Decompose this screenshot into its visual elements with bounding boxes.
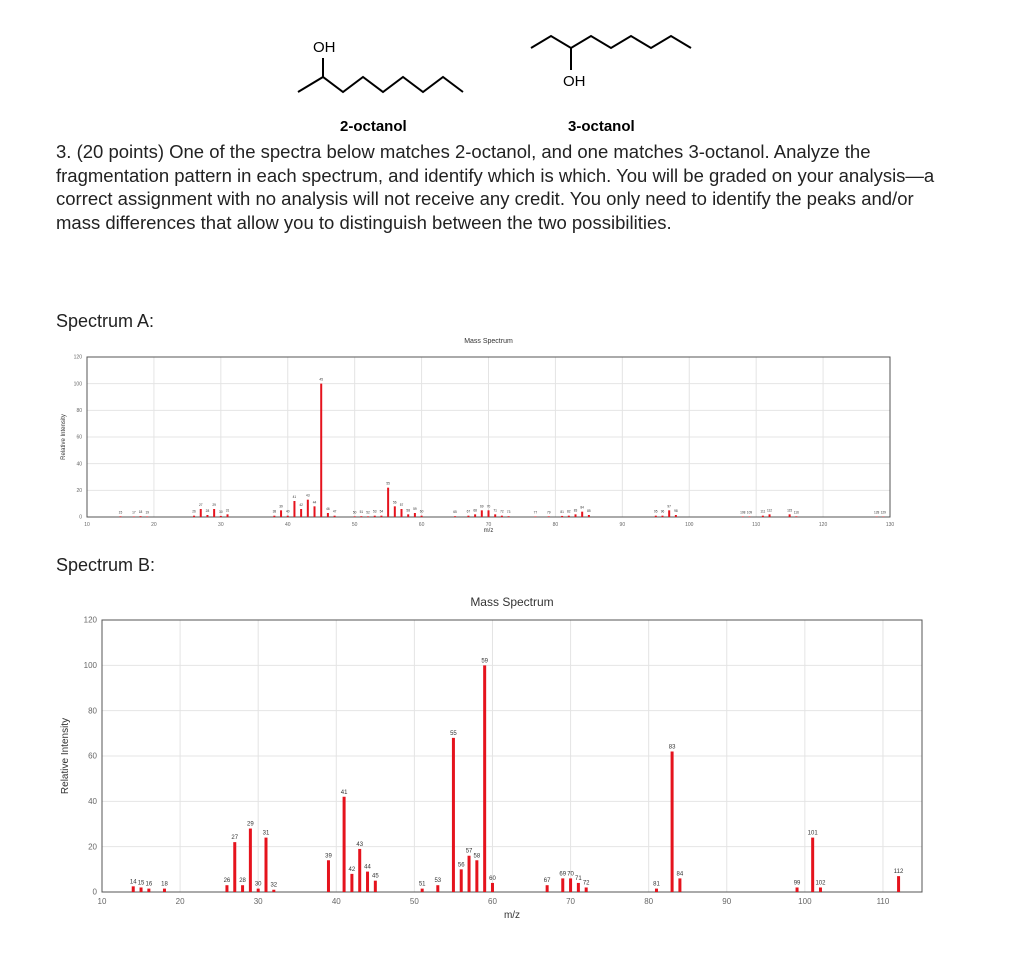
peak-label: 40 — [285, 509, 290, 514]
peak-label: 83 — [668, 744, 676, 751]
peak-label: 53 — [372, 509, 377, 514]
peak-label: 96 — [660, 509, 665, 514]
y-tick-label: 0 — [92, 887, 97, 897]
peak-label: 115 — [787, 508, 793, 513]
molecule-structures — [0, 0, 1009, 140]
peak-label: 60 — [489, 875, 496, 882]
x-tick-label: 50 — [409, 897, 419, 906]
spectrum-a-label: Spectrum A: — [56, 311, 155, 331]
peak-label: 69 — [559, 871, 567, 878]
peak-label: 98 — [674, 509, 678, 513]
peak-label: 65 — [453, 510, 457, 515]
spectrum-b-chart — [0, 575, 1009, 957]
peak-label: 29 — [247, 821, 254, 828]
peak-label: 18 — [138, 510, 143, 515]
x-tick-label: 40 — [284, 522, 291, 528]
peak-label: 82 — [567, 509, 571, 514]
peak-label: 47 — [332, 509, 337, 514]
y-axis-label: Relative Intensity — [60, 717, 71, 795]
peak-label: 27 — [231, 835, 239, 842]
x-tick-label: 120 — [818, 522, 828, 528]
2-octanol-oh-label: OH — [313, 39, 336, 56]
peak-label: 85 — [587, 509, 591, 513]
peak-label: 50 — [352, 510, 357, 515]
peak-label: 30 — [219, 509, 223, 514]
peak-label: 26 — [192, 509, 196, 514]
x-tick-label: 30 — [218, 522, 224, 528]
peak-label: 112 — [893, 869, 904, 876]
peak-label: 41 — [340, 789, 348, 796]
y-tick-label: 100 — [83, 661, 97, 670]
peak-label: 14 — [129, 879, 137, 886]
x-tick-label: 100 — [798, 897, 812, 906]
peak-label: 39 — [325, 853, 332, 860]
y-tick-label: 80 — [76, 408, 82, 414]
peak-label: 43 — [306, 493, 310, 498]
peak-label: 59 — [481, 658, 489, 665]
x-tick-label: 10 — [84, 522, 90, 528]
peak-label: 45 — [371, 873, 379, 880]
peak-label: 26 — [223, 878, 231, 885]
peak-label: 79 — [546, 510, 551, 515]
y-tick-label: 40 — [76, 461, 82, 468]
peak-label: 60 — [419, 509, 424, 514]
peak-label: 15 — [118, 510, 123, 515]
peak-label: 95 — [654, 509, 658, 514]
peak-label: 29 — [212, 503, 216, 507]
y-tick-label: 0 — [79, 514, 82, 521]
3-octanol-structure — [531, 36, 691, 70]
peak-label: 56 — [393, 500, 397, 505]
peak-label: 58 — [473, 853, 481, 860]
3-octanol-oh-label: OH — [563, 73, 586, 90]
peak-label: 84 — [580, 505, 584, 510]
2-octanol-name: 2-octanol — [340, 118, 407, 135]
chart-title: Mass Spectrum — [470, 595, 554, 609]
x-tick-label: 70 — [566, 897, 576, 906]
question-text: 3. (20 points) One of the spectra below matches 2-octanol, and one matches 3-octanol. Analyze the fragmentation pattern in each spectrum, and identify which is which. You will be graded on your analysis—a correct assignment with no analysis will not receive any credit. You only need to identify the peaks and/or mass differences that allow you to distinguish between the two possibilities. — [56, 141, 935, 233]
question-block — [56, 140, 956, 234]
peak-label: 57 — [465, 848, 473, 855]
x-tick-label: 10 — [97, 897, 107, 906]
y-tick-label: 20 — [76, 488, 82, 494]
x-tick-label: 40 — [331, 897, 341, 906]
peak-label: 44 — [364, 864, 371, 871]
y-tick-label: 120 — [73, 354, 82, 361]
peak-label: 43 — [356, 841, 364, 848]
x-tick-label: 70 — [485, 522, 492, 528]
peak-label: 27 — [198, 503, 203, 507]
x-tick-label: 100 — [685, 522, 694, 528]
y-tick-label: 60 — [88, 751, 97, 761]
peak-label: 72 — [500, 509, 504, 514]
peak-label: 42 — [348, 866, 356, 873]
y-tick-label: 60 — [76, 434, 82, 441]
y-tick-label: 40 — [88, 797, 97, 806]
x-tick-label: 80 — [552, 522, 559, 528]
peak-label: 32 — [270, 882, 278, 889]
peak-label: 84 — [676, 871, 684, 878]
x-tick-label: 20 — [151, 522, 157, 528]
peak-label: 15 — [137, 880, 145, 887]
peak-label: 46 — [326, 507, 330, 511]
peak-label: 19 — [145, 510, 149, 515]
peak-label: 71 — [575, 875, 582, 882]
spectrum-a-chart — [0, 330, 1009, 550]
x-axis-label: m/z — [503, 910, 521, 921]
peak-label: 77 — [533, 510, 538, 515]
peak-label: 83 — [573, 508, 578, 513]
x-tick-label: 90 — [722, 897, 732, 906]
chart-title: Mass Spectrum — [464, 338, 513, 345]
peak-label: 51 — [359, 510, 364, 515]
peak-label: 42 — [299, 503, 303, 507]
y-tick-label: 100 — [73, 381, 82, 388]
2-octanol-structure — [298, 58, 463, 92]
3-octanol-name: 3-octanol — [568, 118, 635, 135]
x-tick-label: 60 — [488, 897, 497, 906]
peak-label: 18 — [161, 881, 168, 888]
peak-label: 28 — [239, 878, 246, 885]
peak-label: 73 — [506, 510, 511, 515]
x-tick-label: 60 — [418, 522, 425, 528]
x-tick-label: 80 — [644, 897, 654, 906]
peak-label: 111 — [760, 509, 766, 514]
peak-label: 54 — [379, 509, 384, 514]
peak-label: 128 — [873, 510, 880, 515]
peak-label: 31 — [225, 508, 230, 513]
peak-label: 81 — [560, 509, 564, 514]
spectrum-b-label: Spectrum B: — [56, 555, 156, 575]
peak-label: 41 — [292, 495, 297, 499]
peak-label: 70 — [486, 504, 491, 509]
peak-label: 16 — [145, 881, 153, 888]
peak-label: 51 — [418, 881, 426, 888]
peak-label: 67 — [466, 509, 471, 514]
x-tick-label: 20 — [175, 897, 185, 906]
peak-label: 70 — [567, 871, 574, 878]
peak-label: 44 — [312, 500, 317, 505]
x-tick-label: 50 — [351, 522, 358, 528]
x-tick-label: 110 — [752, 522, 761, 528]
peak-label: 71 — [493, 508, 497, 513]
x-tick-label: 130 — [885, 522, 895, 528]
peak-label: 108 — [740, 510, 746, 515]
peak-label: 38 — [272, 509, 277, 514]
peak-label: 69 — [480, 504, 484, 509]
peak-label: 39 — [279, 504, 283, 509]
peak-label: 72 — [582, 880, 590, 887]
peak-label: 116 — [793, 510, 799, 515]
peak-label: 81 — [653, 881, 660, 888]
peak-label: 101 — [807, 830, 818, 837]
peak-label: 55 — [450, 730, 457, 737]
peak-label: 28 — [205, 509, 210, 513]
peak-label: 31 — [262, 830, 270, 837]
x-tick-label: 30 — [253, 897, 263, 906]
peak-label: 102 — [815, 880, 826, 887]
peak-label: 67 — [543, 878, 551, 885]
peak-label: 109 — [746, 510, 753, 515]
peak-label: 55 — [386, 481, 390, 486]
peak-label: 57 — [399, 503, 404, 507]
peak-label: 58 — [406, 508, 410, 513]
x-tick-label: 110 — [876, 897, 890, 906]
x-axis-label: m/z — [483, 528, 494, 534]
y-tick-label: 120 — [83, 615, 97, 625]
peak-label: 30 — [254, 881, 262, 888]
peak-label: 129 — [880, 510, 886, 515]
y-tick-label: 20 — [88, 842, 97, 852]
peak-label: 68 — [473, 508, 477, 513]
x-tick-label: 90 — [619, 522, 626, 528]
peak-label: 59 — [413, 507, 417, 511]
y-axis-label: Relative Intensity — [61, 414, 67, 460]
peak-label: 17 — [132, 510, 136, 515]
peak-label: 99 — [793, 880, 801, 887]
peak-label: 112 — [767, 508, 773, 513]
peak-label: 53 — [434, 878, 442, 885]
y-tick-label: 80 — [88, 706, 97, 716]
peak-label: 52 — [366, 510, 370, 515]
peak-label: 45 — [319, 377, 323, 382]
peak-label: 56 — [457, 862, 465, 869]
peak-label: 97 — [667, 504, 671, 509]
